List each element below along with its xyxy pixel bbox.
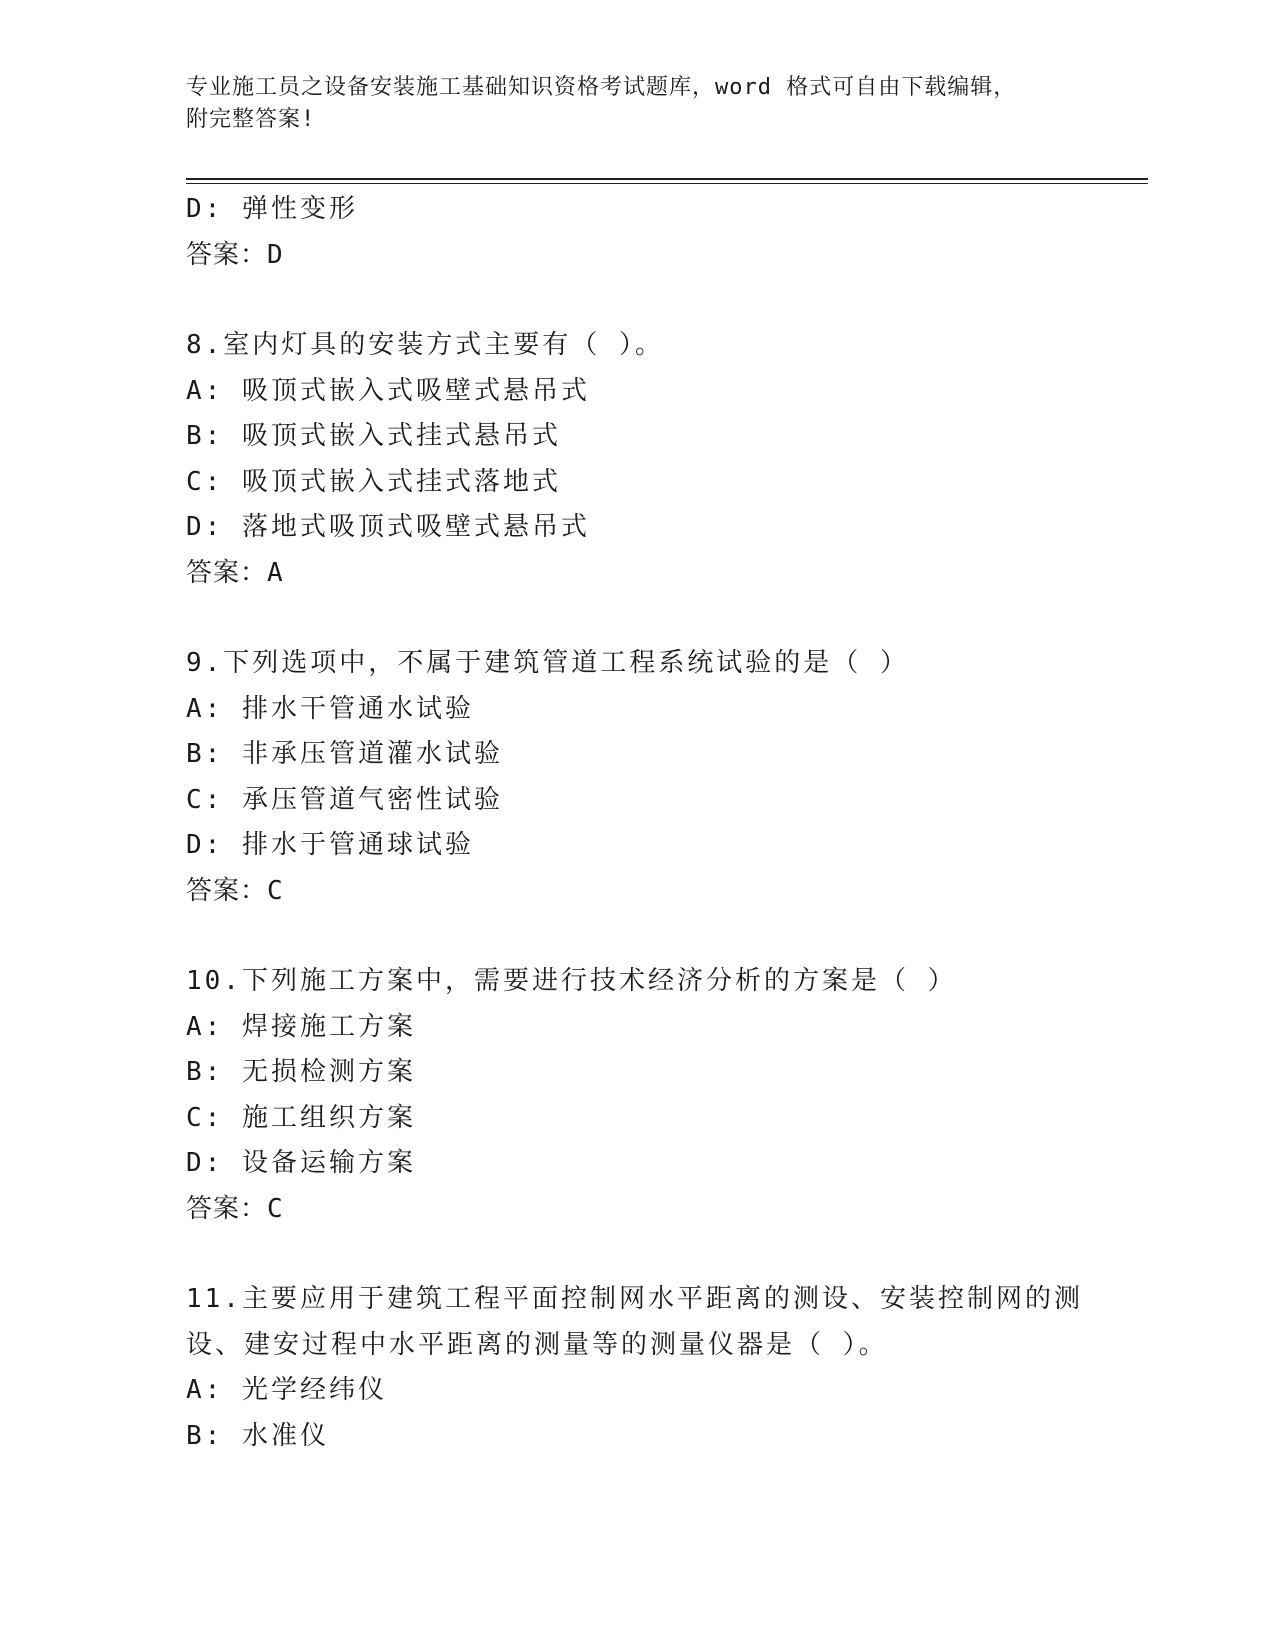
header-divider-thin (186, 183, 1148, 184)
answer: 答案：C (186, 875, 284, 906)
question-9 (186, 641, 1106, 914)
spacer (186, 596, 1106, 641)
option-a: A: 光学经纬仪 (186, 1375, 387, 1405)
question-content (186, 187, 1106, 1459)
option-a: A: 焊接施工方案 (186, 1011, 416, 1042)
question-stem-line-2: 设、建安过程中水平距离的测量等的测量仪器是（ ）。 (186, 1329, 888, 1360)
prev-option-d: D: 弹性变形 (186, 194, 358, 224)
option-c: C: 吸顶式嵌入式挂式落地式 (186, 466, 561, 497)
option-b: B: 水准仪 (186, 1420, 329, 1451)
option-b: B: 吸顶式嵌入式挂式悬吊式 (186, 421, 561, 451)
question-stem: 10.下列施工方案中，需要进行技术经济分析的方案是（ ） (186, 966, 957, 996)
option-c: C: 施工组织方案 (186, 1102, 416, 1133)
question-stem: 9.下列选项中，不属于建筑管道工程系统试验的是（ ） (186, 648, 909, 678)
prev-answer: 答案：D (186, 239, 284, 270)
option-b: B: 非承压管道灌水试验 (186, 739, 503, 769)
spacer (186, 914, 1106, 959)
question-11 (186, 1277, 1106, 1459)
question-8 (186, 323, 1106, 596)
option-c: C: 承压管道气密性试验 (186, 784, 503, 815)
spacer (186, 1232, 1106, 1277)
option-d: D: 设备运输方案 (186, 1148, 416, 1178)
question-stem-line-1: 11.主要应用于建筑工程平面控制网水平距离的测设、安装控制网的测 (186, 1284, 1083, 1314)
header-line-2: 附完整答案! (186, 107, 316, 132)
header-line-1: 专业施工员之设备安装施工基础知识资格考试题库，word 格式可自由下载编辑， (186, 75, 1017, 100)
answer: 答案：C (186, 1193, 284, 1224)
option-b: B: 无损检测方案 (186, 1057, 416, 1087)
option-a: A: 吸顶式嵌入式吸壁式悬吊式 (186, 375, 590, 406)
option-d: D: 排水于管通球试验 (186, 830, 474, 860)
document-header (186, 72, 1066, 136)
header-divider-thick (186, 178, 1148, 180)
spacer (186, 278, 1106, 323)
question-10 (186, 959, 1106, 1232)
option-d: D: 落地式吸顶式吸壁式悬吊式 (186, 512, 590, 542)
option-a: A: 排水干管通水试验 (186, 693, 474, 724)
answer: 答案：A (186, 557, 284, 588)
question-stem: 8.室内灯具的安装方式主要有（ ）。 (186, 330, 664, 360)
